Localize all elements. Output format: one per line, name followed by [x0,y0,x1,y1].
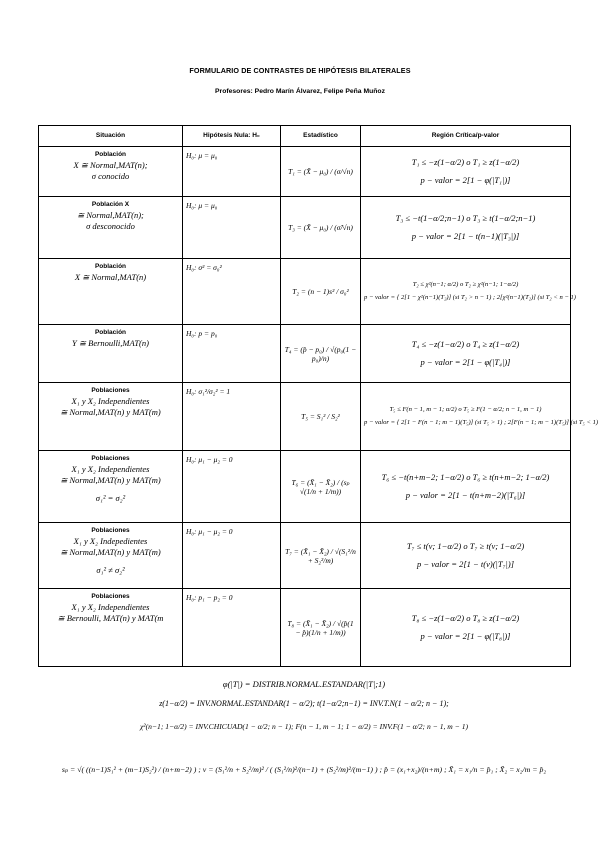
statistic-cell: T₅ = S₁² / S₂² [281,383,361,451]
hypothesis-cell: H₀: σ² = σ₀² [183,259,281,325]
p-value: p − valor = 2[1 − φ(|T₈|)] [420,630,511,641]
situation-label: Población [94,329,127,336]
situation-text: X ≅ Normal,MAT(n); [73,159,148,170]
situation-label: Población [94,263,127,270]
situation-cell [39,451,183,523]
situation-text: X₁ y X₂ Independientes [71,463,150,474]
situation-label: Poblaciones [91,527,130,534]
situation-label: Poblaciones [91,593,130,600]
table-row [39,523,571,589]
hypothesis-cell: H₀: μ = μ₀ [183,197,281,259]
p-value: p − valor = 2[1 − t(n+m−2)(|T₆|)] [405,489,526,500]
situation-text: ≅ Normal,MAT(n) y MAT(m) [60,475,161,486]
situation-cell [39,589,183,667]
formula-pooled: sₚ = √( ((n−1)S₁² + (m−1)S₂²) / (n+m−2) ) ; ν = (S₁²/n + S₂²/m)² / ( (S₁²/n)²/(n−1) + (S₂²/m)²/(m−1) ) ; p̂ = (x₁+x₂)/(n+m) ; X̄₁ = x₁/n = p̂₁ ; X̄₂ = x₂/m = p̂₂ [61,765,547,774]
situation-label: Poblaciones [91,455,130,462]
statistic-cell: T₃ = (X̄ − μ₀) / (σ̂/√n) [281,197,361,259]
p-value: p − valor = { 2[1 − F(n − 1; m − 1)(T₅)] (si T₅ > 1) ; 2[F(n − 1; m − 1)(T₅)] (si T₅ < 1) [364,418,599,426]
statistic-cell: T₆ = (X̄₁ − X̄₂) / (sₚ √(1/n + 1/m)) [281,451,361,523]
critical-cell [361,197,571,259]
situation-text: X₁ y X₂ Independientes [71,395,150,406]
formula-chi-f: χ²(n−1; 1−α/2) = INV.CHICUAD(1 − α/2; n − 1); F(n − 1, m − 1; 1 − α/2) = INV.F(1 − α/2; n − 1, m − 1) [139,722,469,731]
situation-text: ≅ Normal,MAT(n); [77,209,144,220]
p-value: p − valor = { 2[1 − χ²(n−1)(T₂)] (si T₂ > n − 1) ; 2[χ²(n−1)(T₂)] (si T₂ < n − 1) [364,293,576,301]
hypothesis-cell: H₀: σ₁²/σ₂² = 1 [183,383,281,451]
situation-text: ≅ Bernoulli, MAT(n) y MAT(m [57,613,164,624]
situation-cell [39,197,183,259]
p-value: p − valor = 2[1 − t(ν)(|T₇|)] [416,558,515,569]
header-statistic: Estadístico [281,126,361,147]
critical-region: T₁ ≤ −z(1−α/2) o T₁ ≥ z(1−α/2) [411,157,520,168]
document-title: FORMULARIO DE CONTRASTES DE HIPÓTESIS BILATERALES [189,66,411,75]
critical-region: T₄ ≤ −z(1−α/2) o T₄ ≥ z(1−α/2) [411,339,520,350]
header-situation: Situación [39,126,183,147]
critical-cell [361,451,571,523]
header-null-hypothesis: Hipótesis Nula: H₀ [183,126,281,147]
variance-condition: σ₁² ≠ σ₂² [96,564,125,575]
hypothesis-table [38,125,599,667]
hypothesis-cell: H₀: μ₁ − μ₂ = 0 [183,523,281,589]
hypothesis-cell: H₀: p₁ − p₂ = 0 [183,589,281,667]
critical-cell [361,147,571,197]
situation-text: Y ≅ Bernoulli,MAT(n) [72,337,149,348]
p-value: p − valor = 2[1 − t(n−1)(|T₃|)] [411,230,520,241]
header-critical-region: Región Crítica/p-valor [361,126,571,147]
p-value: p − valor = 2[1 − φ(|T₄|)] [420,356,511,367]
table-header-row [39,126,571,147]
statistic-cell: T₈ = (X̄₁ − X̄₂) / √(p̂(1 − p̂)(1/n + 1/m)) [281,589,361,667]
situation-cell [39,147,183,197]
statistic-cell: T₄ = (p̂ − p₀) / √(p₀(1 − p₀)/n) [281,325,361,383]
critical-cell [361,589,571,667]
table-row [39,197,571,259]
situation-text: X₁ y X₂ Indepedientes [73,535,148,546]
formula-phi: φ(|T|) = DISTRIB.NORMAL.ESTANDAR(|T|;1) [222,679,386,689]
situation-cell [39,325,183,383]
p-value: p − valor = 2[1 − φ(|T₁|)] [420,174,511,185]
critical-region: T₃ ≤ −t(1−α/2;n−1) o T₃ ≥ t(1−α/2;n−1) [395,213,536,224]
situation-cell [39,523,183,589]
critical-region: T₇ ≤ t(ν; 1−α/2) o T₇ ≥ t(ν; 1−α/2) [406,541,525,552]
table-row [39,147,571,197]
statistic-cell: T₁ = (X̄ − μ₀) / (σ/√n) [281,147,361,197]
critical-cell [361,325,571,383]
hypothesis-cell: H₀: μ = μ₀ [183,147,281,197]
critical-region: T₂ ≤ χ²(n−1; α/2) o T₂ ≥ χ²(n−1; 1−α/2) [412,280,519,288]
hypothesis-cell: H₀: μ₁ − μ₂ = 0 [183,451,281,523]
critical-region: T₈ ≤ −z(1−α/2) o T₈ ≥ z(1−α/2) [411,613,520,624]
hypothesis-cell: H₀: p = p₀ [183,325,281,383]
situation-label: Poblaciones [91,387,130,394]
table-row [39,589,571,667]
situation-label: Población [94,151,127,158]
critical-cell [361,383,599,451]
table-row [39,325,571,383]
situation-cell [39,259,183,325]
document-authors: Profesores: Pedro Marín Álvarez, Felipe Peña Muñoz [215,88,385,95]
situation-text: ≅ Normal,MAT(n) y MAT(m) [60,407,161,418]
situation-text: ≅ Normal,MAT(n) y MAT(m) [60,547,161,558]
statistic-cell: T₂ = (n − 1)s² / σ₀² [281,259,361,325]
statistic-cell: T₇ = (X̄₁ − X̄₂) / √(S₁²/n + S₂²/m) [281,523,361,589]
situation-text: X₁ y X₂ Independientes [71,601,150,612]
table-row [39,383,571,451]
table-row [39,451,571,523]
critical-region: T₅ ≤ F(n − 1, m − 1; α/2) o T₅ ≥ F(1 − α/2; n − 1, m − 1) [389,405,542,413]
critical-cell [361,523,571,589]
situation-text: σ desconocido [86,221,135,232]
situation-cell [39,383,183,451]
critical-region: T₆ ≤ −t(n+m−2; 1−α/2) o T₆ ≥ t(n+m−2; 1−α/2) [381,472,550,483]
situation-text: σ conocido [91,171,130,182]
formula-z-t: z(1−α/2) = INV.NORMAL.ESTANDAR(1 − α/2); t(1−α/2;n−1) = INV.T.N(1 − α/2; n − 1); [159,699,449,708]
table-row [39,259,571,325]
situation-label: Población X [91,201,130,208]
critical-cell [361,259,576,325]
variance-condition: σ₁² = σ₂² [95,492,126,503]
situation-text: X ≅ Normal,MAT(n) [74,271,147,282]
